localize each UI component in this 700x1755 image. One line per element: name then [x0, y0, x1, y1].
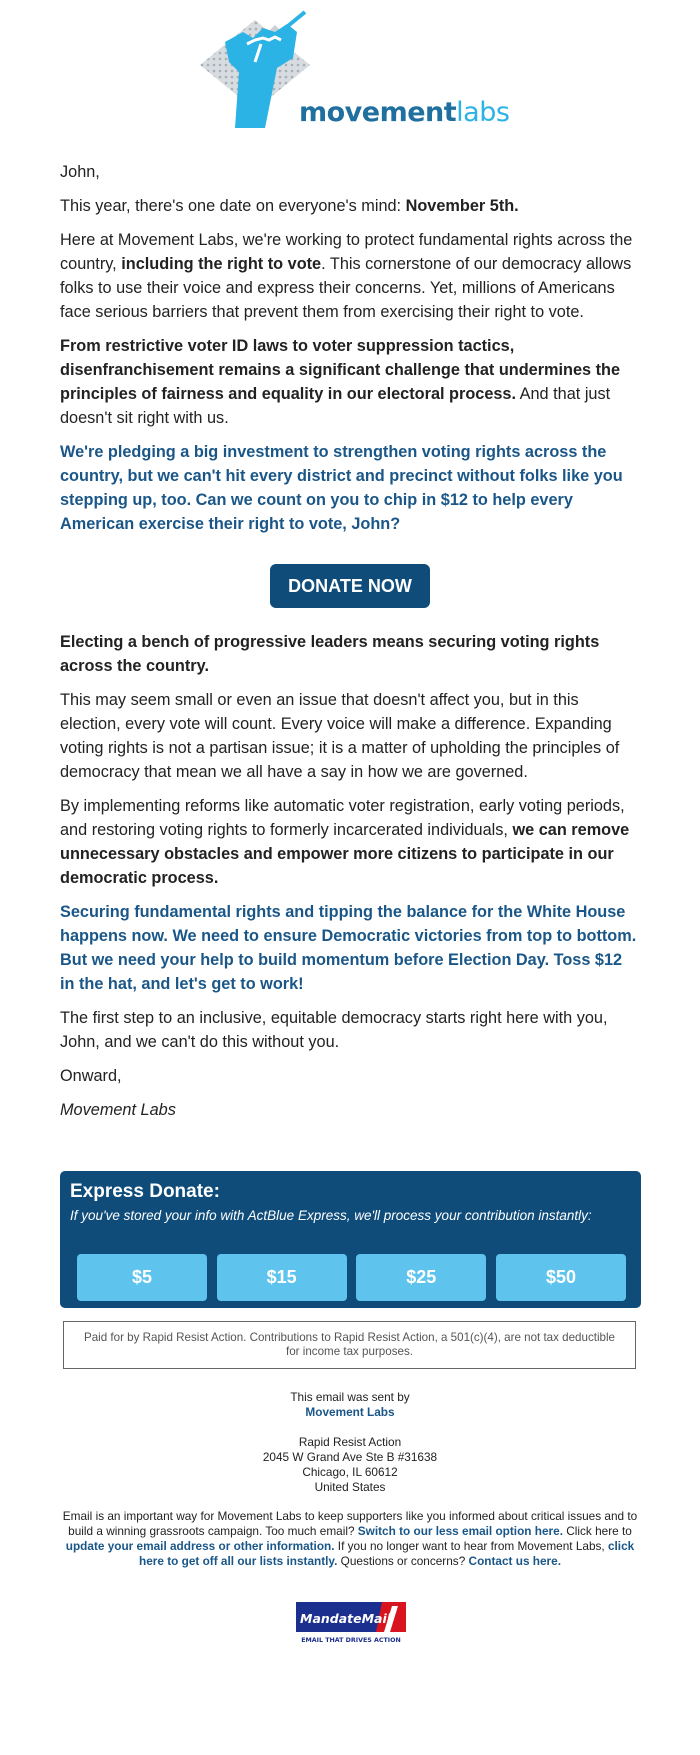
unsubscribe-link[interactable]: click here to get off all our lists instantly.	[139, 1539, 635, 1568]
footer-note-a: Email is an important way for Movement Labs to keep supporters like you informed about critical issues and to build a winning grassroots campaign. Too much email?	[62, 1509, 638, 1538]
less-email-link[interactable]: Switch to our less email option here.	[357, 1524, 563, 1538]
paragraph-bench	[60, 630, 640, 678]
paragraph-date	[60, 194, 640, 218]
paragraph-rights	[60, 228, 640, 324]
footer-note	[60, 1509, 640, 1569]
paragraph-ask-2[interactable]: Securing fundamental rights and tipping the balance for the White House happens now. We need to ensure Democratic victories from top to bottom. But we need your help to build momentum before Election Day. Toss $12 in the hat, and let's get to work!	[60, 903, 637, 993]
address-country: United States	[314, 1480, 386, 1494]
email-body	[60, 160, 640, 1132]
footer-note-c: If you no longer want to hear from Movement Labs,	[334, 1539, 608, 1553]
paragraph-date-bold: November 5th.	[405, 197, 519, 215]
paragraph-rights-a: Here at Movement Labs, we're working to protect fundamental rights across the country,	[60, 231, 633, 273]
mandatemail-brand: MandateMail	[300, 1611, 392, 1626]
paragraph-reforms-bold: we can remove unnecessary obstacles and empower more citizens to participate in our democratic process.	[60, 821, 630, 887]
org-name: Rapid Resist Action	[298, 1435, 402, 1449]
sender-link[interactable]: Movement Labs	[305, 1405, 395, 1419]
mandatemail-tagline: EMAIL THAT DRIVES ACTION	[301, 1637, 401, 1644]
paragraph-every-vote: This may seem small or even an issue that doesn't affect you, but in this election, every vote will count. Every voice will make a difference. Expanding voting rights is not a partisan issue; it is a matter of upholding the principles of democracy that mean we all have a say in how we are governed.	[60, 691, 620, 781]
mandatemail-logo[interactable]	[296, 1602, 406, 1644]
amount-button-5[interactable]: $5	[77, 1254, 207, 1301]
signature-text: Movement Labs	[60, 1101, 176, 1119]
movement-labs-logo	[195, 10, 510, 140]
donate-row	[60, 546, 640, 630]
paragraph-suppression-bold: From restrictive voter ID laws to voter suppression tactics, disenfranchisement remains a significant challenge that undermines the principles of fairness and equality in our electoral process.	[60, 337, 621, 403]
address-line-1: 2045 W Grand Ave Ste B #31638	[262, 1450, 438, 1464]
paragraph-suppression	[60, 334, 640, 430]
amount-button-15[interactable]: $15	[217, 1254, 347, 1301]
footer-note-d: Questions or concerns?	[337, 1554, 469, 1568]
express-title: Express Donate:	[70, 1181, 220, 1202]
paragraph-date-text: This year, there's one date on everyone's mind:	[60, 197, 406, 215]
mandatemail-logo-icon	[296, 1602, 406, 1644]
address-line-2: Chicago, IL 60612	[302, 1465, 398, 1479]
express-subtitle: If you've stored your info with ActBlue Express, we'll process your contribution instantly:	[70, 1208, 592, 1223]
logo-word-main: movement	[299, 97, 457, 128]
paragraph-first-step: The first step to an inclusive, equitable democracy starts right here with you, John, and we can't do this without you.	[60, 1009, 608, 1051]
amount-button-25[interactable]: $25	[356, 1254, 486, 1301]
contact-link[interactable]: Contact us here.	[468, 1554, 561, 1568]
amount-buttons	[77, 1254, 626, 1301]
paragraph-reforms-text: By implementing reforms like automatic voter registration, early voting periods, and restoring voting rights to formerly incarcerated individuals,	[60, 797, 625, 839]
paragraph-ask-1[interactable]: We're pledging a big investment to strengthen voting rights across the country, but we can't hit every district and precinct without folks like you stepping up, too. Can we count on you to chip in $12 to help every American exercise their right to vote, John?	[60, 443, 623, 533]
sent-by-label: This email was sent by	[290, 1390, 410, 1404]
footer-note-b: Click here to	[562, 1524, 632, 1538]
paragraph-rights-bold: including the right to vote	[121, 255, 322, 273]
paragraph-bench-bold: Electing a bench of progressive leaders means securing voting rights across the country.	[60, 633, 600, 675]
greeting: John,	[60, 163, 100, 181]
paragraph-suppression-text: And that just doesn't sit right with us.	[60, 385, 611, 427]
express-donate-panel	[60, 1171, 641, 1308]
amount-button-50[interactable]: $50	[496, 1254, 626, 1301]
signature	[60, 1098, 640, 1122]
update-info-link[interactable]: update your email address or other information.	[65, 1539, 335, 1553]
closing: Onward,	[60, 1067, 122, 1085]
paragraph-rights-b: . This cornerstone of our democracy allows folks to use their voice and express their concerns. Yet, millions of Americans face serious barriers that prevent them from exercising their right to vote.	[60, 255, 632, 321]
footer	[60, 1390, 640, 1569]
paid-for-disclaimer: Paid for by Rapid Resist Action. Contributions to Rapid Resist Action, a 501(c)(4), are not tax deductible for income tax purposes.	[63, 1321, 636, 1369]
paragraph-reforms	[60, 794, 640, 890]
donate-now-button[interactable]: DONATE NOW	[270, 564, 430, 608]
logo-wordmark	[299, 98, 509, 128]
logo-word-accent: labs	[456, 97, 510, 128]
